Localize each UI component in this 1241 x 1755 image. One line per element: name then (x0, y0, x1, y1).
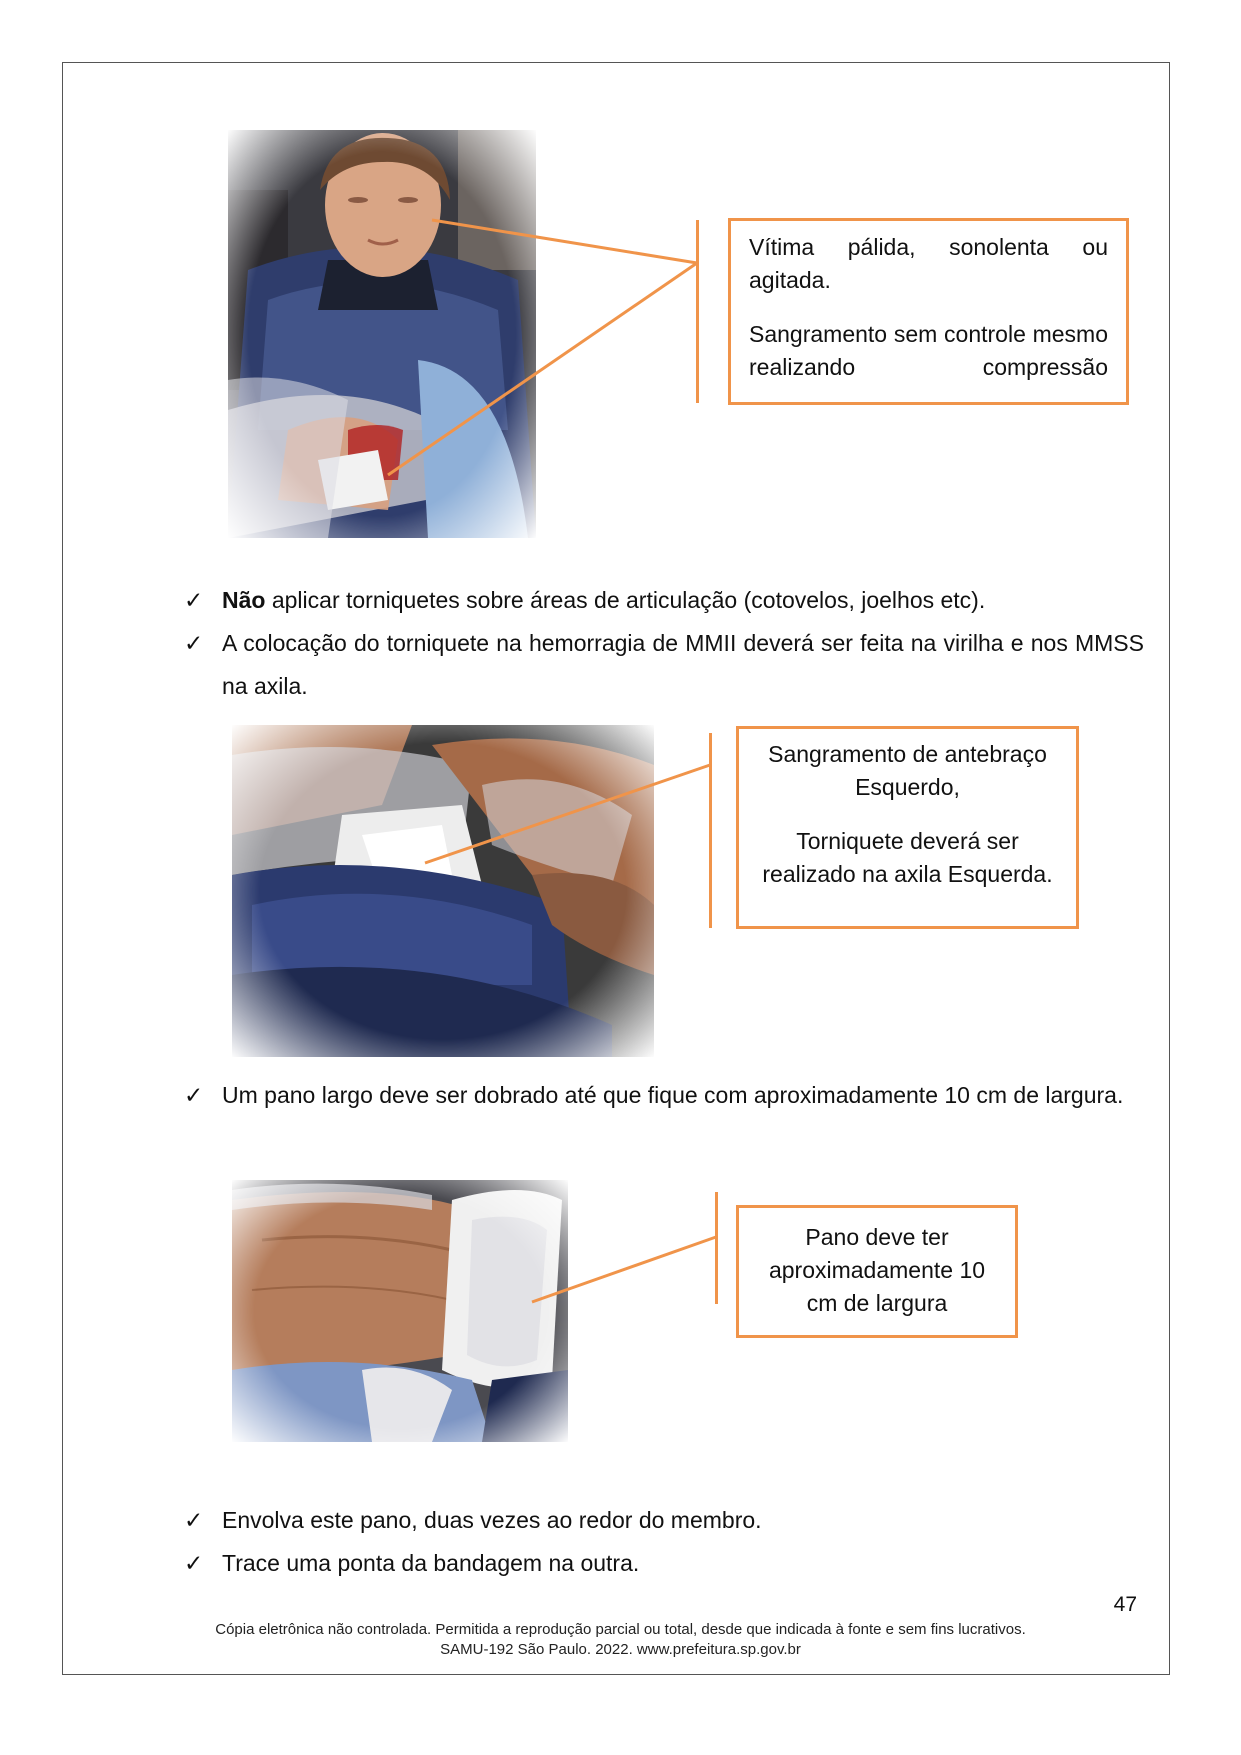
page-number: 47 (1113, 1593, 1137, 1616)
bullet-placement (184, 622, 1144, 708)
bullet-no-joints-bold: Não (222, 587, 266, 613)
bullet-no-joints-text: aplicar torniquetes sobre áreas de articulação (cotovelos, joelhos etc). (265, 587, 986, 613)
callout-forearm-text-1: Sangramento de antebraço Esquerdo, (768, 741, 1047, 800)
callout-victim-signs-text-2: Sangramento sem controle mesmo realizando compressão (749, 321, 1108, 380)
check-icon: ✓ (184, 1550, 204, 1576)
bullet-wrap-twice (184, 1499, 1144, 1542)
photo-folded-cloth (232, 1180, 568, 1442)
check-icon: ✓ (184, 1082, 204, 1108)
callout-forearm-text-2: Torniquete deverá ser realizado na axila Esquerda. (762, 828, 1053, 887)
footer-source: SAMU-192 São Paulo. 2022. www.prefeitura.sp.gov.br (440, 1641, 801, 1658)
callout-cloth-text: Pano deve ter aproximadamente 10 cm de largura (768, 1224, 986, 1316)
photo-forearm-bleeding (232, 725, 654, 1057)
bullet-cross-ends (184, 1542, 1144, 1585)
bullet-wrap-twice-text: Envolva este pano, duas vezes ao redor do membro. (222, 1507, 762, 1533)
bullet-no-joints (184, 579, 1144, 622)
photo-patient-pale (228, 130, 536, 538)
footer-disclaimer: Cópia eletrônica não controlada. Permitida a reprodução parcial ou total, desde que indicada à fonte e sem fins lucrativos. (215, 1621, 1026, 1638)
check-icon: ✓ (184, 1507, 204, 1533)
callout-victim-signs-text-1: Vítima pálida, sonolenta ou agitada. (749, 234, 1108, 293)
callout-bracket-2 (709, 733, 712, 928)
callout-victim-signs (728, 218, 1129, 405)
check-icon: ✓ (184, 587, 204, 613)
check-icon: ✓ (184, 630, 204, 656)
bullet-fold-cloth-text: Um pano largo deve ser dobrado até que fique com aproximadamente 10 cm de largura. (222, 1082, 1124, 1108)
bullet-cross-ends-text: Trace uma ponta da bandagem na outra. (222, 1550, 640, 1576)
callout-forearm-bleeding (736, 726, 1079, 929)
bullet-fold-cloth (184, 1074, 1144, 1160)
callout-cloth-width (736, 1205, 1018, 1338)
callout-bracket-3 (715, 1192, 718, 1304)
callout-bracket-1 (696, 220, 699, 403)
bullet-placement-text: A colocação do torniquete na hemorragia de MMII deverá ser feita na virilha e nos MMSS na axila. (222, 630, 1144, 699)
